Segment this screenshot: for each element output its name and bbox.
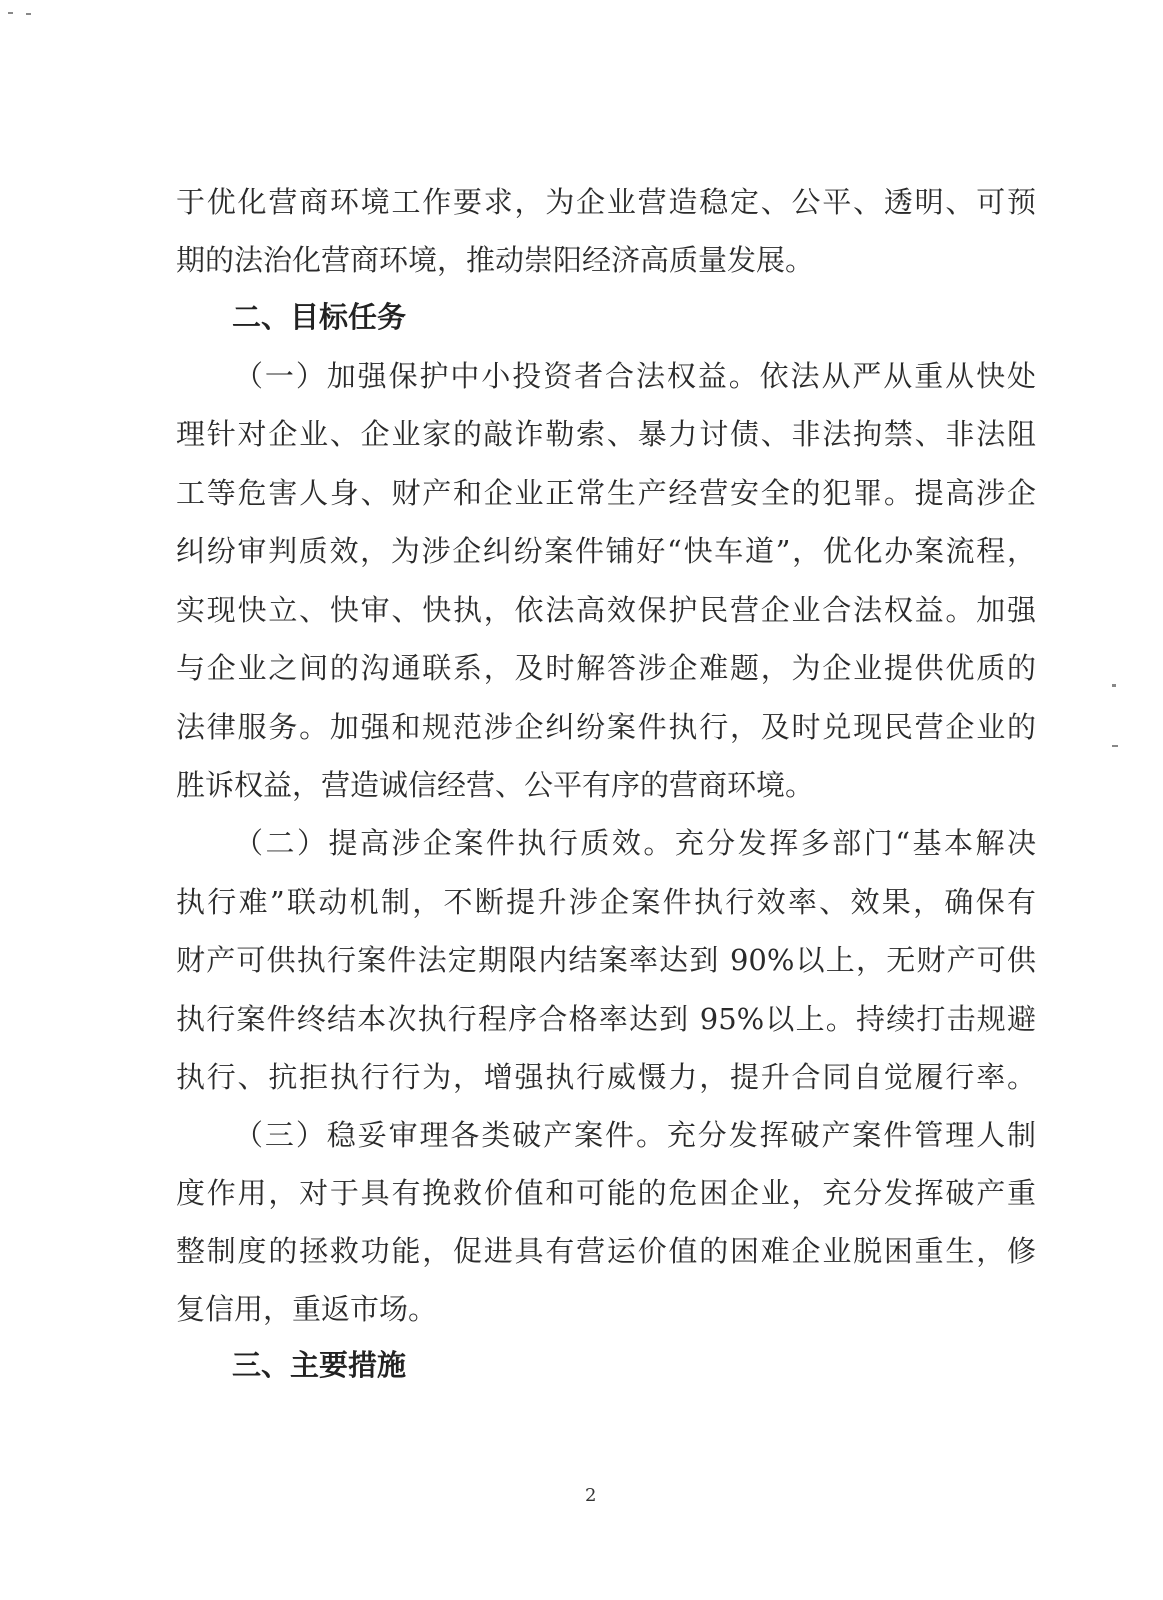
- paragraph-line: 工等危害人身、财产和企业正常生产经营安全的犯罪。提高涉企: [176, 476, 1036, 510]
- paragraph-line: 度作用，对于具有挽救价值和可能的危困企业，充分发挥破产重: [176, 1176, 1036, 1210]
- paragraph-line: 纠纷审判质效，为涉企纠纷案件铺好“快车道”，优化办案流程，: [176, 534, 1036, 568]
- scan-speck: [26, 13, 31, 15]
- paragraph-line: 期的法治化营商环境，推动崇阳经济高质量发展。: [176, 243, 815, 277]
- paragraph-line: 财产可供执行案件法定期限内结案率达到 90%以上，无财产可供: [176, 943, 1036, 977]
- page-number: 2: [585, 1485, 597, 1506]
- section-heading: 二、目标任务: [232, 300, 407, 334]
- paragraph-line: 整制度的拯救功能，促进具有营运价值的困难企业脱困重生，修: [176, 1234, 1036, 1268]
- paragraph-line: 实现快立、快审、快执，依法高效保护民营企业合法权益。加强: [176, 593, 1036, 627]
- paragraph-line: 执行、抗拒执行行为，增强执行威慑力，提升合同自觉履行率。: [176, 1060, 1036, 1094]
- section-heading: 三、主要措施: [232, 1348, 407, 1382]
- scan-speck: [8, 12, 13, 14]
- paragraph-line: （二）提高涉企案件执行质效。充分发挥多部门“基本解决: [234, 826, 1036, 860]
- scan-speck: [1112, 745, 1118, 747]
- paragraph-line: 复信用，重返市场。: [176, 1292, 438, 1326]
- paragraph-line: 于优化营商环境工作要求，为企业营造稳定、公平、透明、可预: [176, 185, 1036, 219]
- paragraph-line: 执行难”联动机制，不断提升涉企案件执行效率、效果，确保有: [176, 885, 1036, 919]
- paragraph-line: 法律服务。加强和规范涉企纠纷案件执行，及时兑现民营企业的: [176, 710, 1036, 744]
- paragraph-line: 胜诉权益，营造诚信经营、公平有序的营商环境。: [176, 768, 815, 802]
- scan-speck: [1112, 684, 1116, 687]
- paragraph-line: 与企业之间的沟通联系，及时解答涉企难题，为企业提供优质的: [176, 651, 1036, 685]
- paragraph-line: （一）加强保护中小投资者合法权益。依法从严从重从快处: [234, 359, 1036, 393]
- paragraph-line: 理针对企业、企业家的敲诈勒索、暴力讨债、非法拘禁、非法阻: [176, 417, 1036, 451]
- paragraph-line: （三）稳妥审理各类破产案件。充分发挥破产案件管理人制: [234, 1118, 1036, 1152]
- paragraph-line: 执行案件终结本次执行程序合格率达到 95%以上。持续打击规避: [176, 1002, 1036, 1036]
